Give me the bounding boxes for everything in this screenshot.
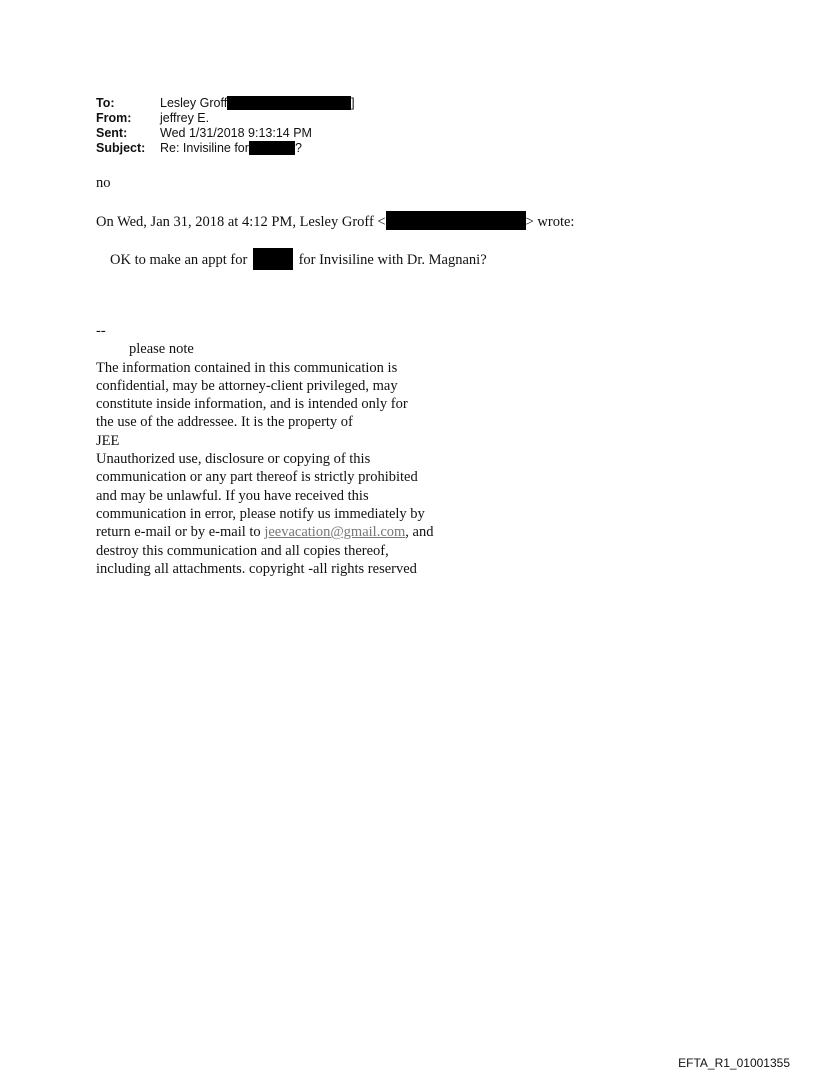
attribution-text: On Wed, Jan 31, 2018 at 4:12 PM, Lesley Groff < [96,214,386,230]
disclaimer-line: confidential, may be attorney-client privileged, may [96,377,398,394]
email-header [96,96,355,156]
disclaimer-line: Unauthorized use, disclosure or copying of this [96,451,371,468]
quoted-message [110,248,487,270]
disclaimer-line: and may be unlawful. If you have received this [96,487,369,504]
disclaimer-text: , and [405,524,434,541]
subject-row [96,141,355,156]
disclaimer-line: The information contained in this communication is [96,359,398,376]
from-value: jeffrey E. [160,111,210,125]
signature-separator: -- [96,323,106,339]
attribution-suffix: > wrote: [525,214,575,230]
reply-body: no [96,175,111,191]
disclaimer-line: constitute inside information, and is intended only for [96,396,408,413]
subject-label: Subject: [96,141,146,155]
sent-row [96,126,355,141]
redaction-box [249,141,295,155]
disclaimer-line: destroy this communication and all copies thereof, [96,542,389,559]
disclaimer-email-line [96,523,433,541]
redaction-box [386,211,526,230]
to-row [96,96,355,111]
disclaimer-line: communication or any part thereof is strictly prohibited [96,469,418,486]
subject-suffix: ? [294,141,302,155]
quote-attribution [96,211,574,231]
email-link[interactable]: jeevacation@gmail.com [264,524,406,541]
disclaimer-line: communication in error, please notify us immediately by [96,505,425,522]
quoted-text: OK to make an appt for [110,252,248,268]
redaction-box [253,248,293,270]
quoted-text-end: for Invisiline with Dr. Magnani? [298,252,487,268]
from-row [96,111,355,126]
disclaimer-text: return e-mail or by e-mail to [96,524,265,541]
to-label: To: [96,96,115,110]
subject-value: Re: Invisiline for [160,141,249,155]
disclaimer-line: JEE [96,432,120,449]
to-value: Lesley Groff [160,96,228,110]
disclaimer-line: the use of the addressee. It is the property of [96,414,353,431]
sent-label: Sent: [96,126,128,140]
redaction-box [227,96,351,110]
signature-disclaimer [96,322,433,578]
bates-number: EFTA_R1_01001355 [678,1056,790,1070]
sent-value: Wed 1/31/2018 9:13:14 PM [160,126,312,140]
to-suffix: ] [351,96,355,110]
from-label: From: [96,111,132,125]
disclaimer-line: including all attachments. copyright -all rights reserved [96,560,417,577]
signature-note: please note [129,341,194,358]
